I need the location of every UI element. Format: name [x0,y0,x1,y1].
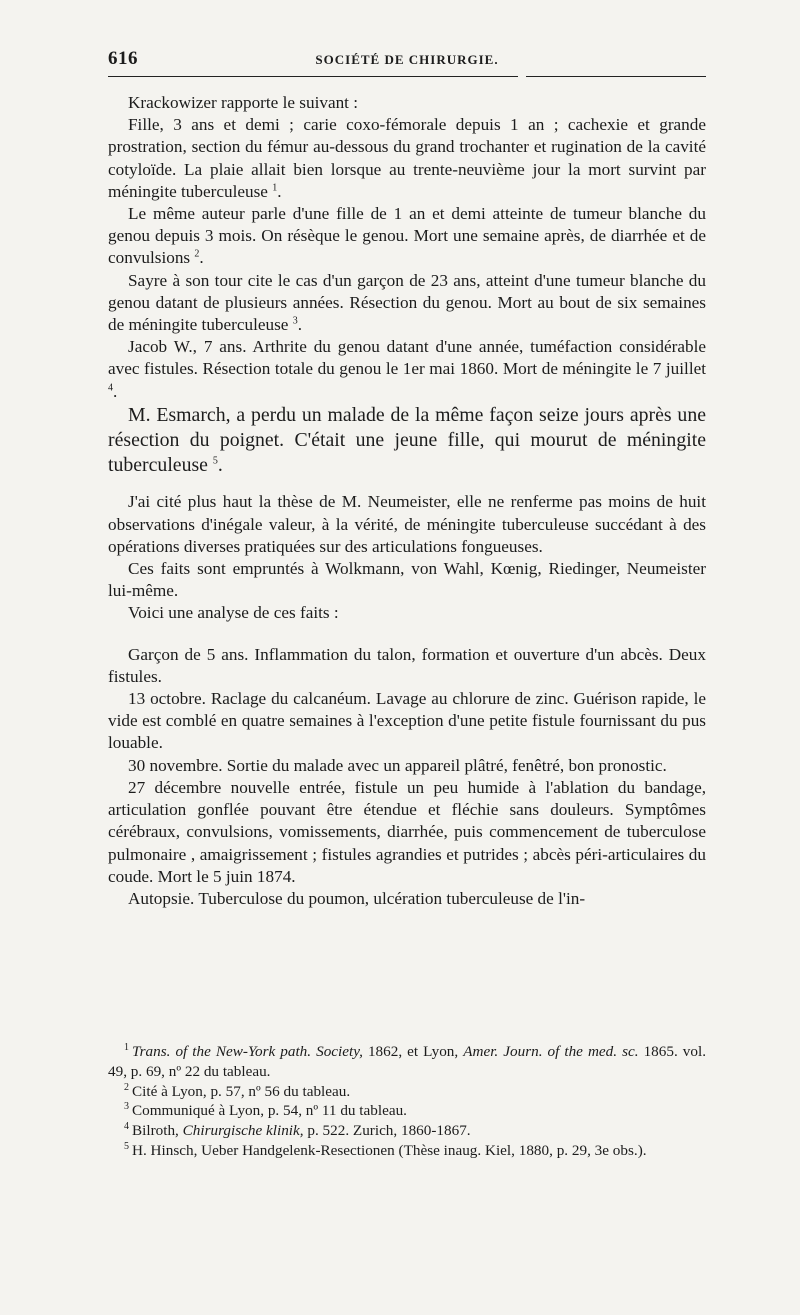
paragraph: Le même auteur parle d'une fille de 1 an et demi atteinte de tumeur blanche du genou depuis 3 mois. On résèque le genou. Mort une semaine après, de diarrhée et de convulsions $^2$. [108,204,706,268]
footnote: $^5$ H. Hinsch, Ueber Handgelenk-Resectionen (Thèse inaug. Kiel, 1880, p. 29, 3e obs.). [124,1140,647,1159]
footnote-ref: 2 [194,248,200,260]
footnote-mark: 3 [124,1101,129,1113]
paragraph: 13 octobre. Raclage du calcanéum. Lavage au chlorure de zinc. Guérison rapide, le vide est comblé en quatre semaines à l'exception d'une petite fistule fournissant du pus louable. [108,689,706,753]
paragraph: J'ai cité plus haut la thèse de M. Neumeister, elle ne renferme pas moins de huit observations d'inégale valeur, à la vérité, de méningite tuberculeuse succédant à des opérations diverses pratiquées sur des articulations fongueuses. [108,492,706,556]
footnote-ref: 5 [212,455,218,467]
paragraph-large: M. Esmarch, a perdu un malade de la même façon seize jours après une résection du poignet. C'était une jeune fille, qui mourut de méningite tuberculeuse $^5$. [108,403,706,477]
footnote-mark: 5 [124,1140,129,1152]
footnote-ref: 1 [272,182,278,194]
page-number: 616 [108,48,138,69]
paragraph: Fille, 3 ans et demi ; carie coxo-fémorale depuis 1 an ; cachexie et grande prostration, section du fémur au-dessous du grand trochanter et rugination de la cavité cotyloïde. La plaie allait bien lorsque au trente-neuvième jour la mort survint par méningite tuberculeuse $^1$. [108,115,706,201]
footnotes [108,1042,706,1161]
footnote-mark: 1 [124,1041,129,1053]
body-text [108,92,706,910]
paragraph: Sayre à son tour cite le cas d'un garçon de 23 ans, atteint d'une tumeur blanche du genou datant de plusieurs années. Résection du genou. Mort au bout de six semaines de méningite tuberculeuse $^3$. [108,270,706,335]
page [108,42,706,1159]
footnote: $^1$ Trans. of the New-York path. Society, 1862, et Lyon, Amer. Journ. of the med. sc. 1865. vol. 49, p. 69, nº 22 du tableau. [108,1041,706,1080]
header-rule-right [526,76,706,77]
footnote: $^3$ Communiqué à Lyon, p. 54, nº 11 du tableau. [124,1101,407,1120]
paragraph: Garçon de 5 ans. Inflammation du talon, formation et ouverture d'un abcès. Deux fistules. [108,644,706,686]
footnote: $^2$ Cité à Lyon, p. 57, nº 56 du tableau. [124,1081,351,1100]
paragraph: Jacob W., 7 ans. Arthrite du genou datant d'une année, tuméfaction considérable avec fistules. Résection totale du genou le 1er mai 1860. Mort de méningite le 7 juillet $^4$. [108,337,706,401]
footnote-mark: 4 [124,1121,129,1133]
page-header [108,42,706,72]
paragraph: 27 décembre nouvelle entrée, fistule un peu humide à l'ablation du bandage, articulation gonflée pouvant être étendue et fléchie sans douleurs. Symptômes cérébraux, convulsions, vomissements, diarrhée, puis commencement de tuberculose pulmonaire , amaigrissement ; fistules agrandies et putrides ; abcès péri-articulaires du coude. Mort le 5 juin 1874. [108,777,706,886]
footnote-ref: 4 [108,381,113,393]
paragraph: 30 novembre. Sortie du malade avec un appareil plâtré, fenêtré, bon pronostic. [128,755,667,775]
footnote: $^4$ Bilroth, Chirurgische klinik, p. 522. Zurich, 1860-1867. [124,1121,471,1140]
footnote-ref: 3 [292,315,298,327]
footnote-mark: 2 [124,1081,129,1093]
paragraph: Voici une analyse de ces faits : [128,603,339,623]
paragraph: Krackowizer rapporte le suivant : [128,93,359,112]
paragraph: Autopsie. Tuberculose du poumon, ulcération tuberculeuse de l'in- [128,888,586,908]
header-rule-left [108,76,518,77]
paragraph: Ces faits sont empruntés à Wolkmann, von Wahl, Kœnig, Riedinger, Neumeister lui-même. [108,559,706,601]
running-head: SOCIÉTÉ DE CHIRURGIE. [315,52,499,67]
